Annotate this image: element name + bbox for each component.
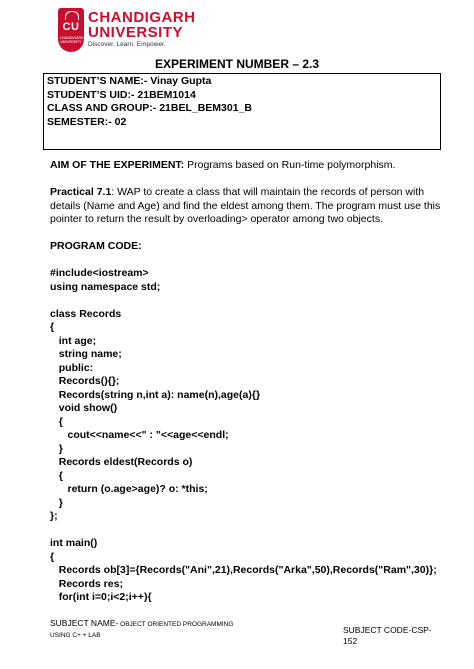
code-line: {: [50, 550, 55, 563]
code-block: [50, 267, 450, 605]
document-body: [50, 159, 450, 605]
experiment-title: EXPERIMENT NUMBER – 2.3: [154, 57, 320, 71]
footer-subject: [50, 618, 233, 641]
student-uid: STUDENT’S UID:- 21BEM1014: [47, 88, 196, 101]
program-code-heading: PROGRAM CODE:: [50, 240, 142, 252]
student-name: STUDENT’S NAME:- Vinay Gupta: [47, 75, 212, 87]
practical-paragraph: [50, 186, 450, 227]
subject-label: SUBJECT NAME-: [50, 618, 119, 628]
code-line: cout<<name<<" : "<<age<<endl;: [50, 429, 229, 441]
crest-subtext: CHANDIGARH UNIVERSITY: [60, 36, 84, 44]
code-line: {: [50, 469, 63, 482]
code-line: {: [50, 321, 55, 333]
aim-paragraph: [50, 159, 450, 173]
code-line: void show(): [50, 402, 118, 414]
code-line: {: [50, 415, 63, 428]
logo-line-1: CHANDIGARH: [88, 9, 196, 26]
student-info-box: [43, 73, 441, 150]
practical-text: : WAP to create a class that will maintain the records of person with details (Name and Age) and find the eldest among them. The program must use this pointer to return the result by overloading> operator among two objects.: [50, 186, 441, 225]
code-line: string name;: [50, 348, 122, 360]
aim-text: Programs based on Run-time polymorphism.: [184, 159, 396, 171]
logo-tagline: Discover. Learn. Empower.: [88, 41, 166, 48]
logo-line-2: UNIVERSITY: [88, 24, 184, 41]
code-line: }: [50, 496, 63, 509]
university-crest-icon: [58, 8, 84, 52]
code-line: for(int i=0;i<2;i++){: [50, 591, 152, 603]
code-line: Records(string n,int a): name(n),age(a){}: [50, 388, 261, 401]
aim-label: AIM OF THE EXPERIMENT:: [50, 159, 185, 171]
semester: SEMESTER:- 02: [47, 115, 127, 128]
code-line: }: [50, 442, 63, 455]
subject-code-line-2: 152: [343, 636, 358, 646]
code-line: int age;: [50, 334, 97, 347]
subject-name: OBJECT ORIENTED PROGRAMMING: [118, 621, 234, 628]
code-line: Records ob[3]={Records("Ani",21),Records("Arka",50),Records("Ram",30)};: [50, 564, 437, 576]
practical-label: Practical 7.1: [50, 186, 112, 198]
code-line: public:: [50, 361, 94, 374]
code-line: Records res;: [50, 577, 123, 590]
code-line: [50, 524, 450, 538]
subject-sub: USING C+ + LAB: [50, 632, 101, 639]
crest-text: CU: [62, 21, 80, 33]
code-line: #include<iostream>: [50, 267, 149, 279]
code-line: [50, 294, 450, 308]
footer-subject-code: [343, 625, 432, 647]
university-logo: [58, 8, 218, 52]
code-line: int main(): [50, 537, 98, 549]
code-line: class Records: [50, 307, 122, 320]
code-line: Records eldest(Records o): [50, 456, 193, 468]
code-line: using namespace std;: [50, 280, 161, 293]
code-line: return (o.age>age)? o: *this;: [50, 483, 208, 495]
code-line: };: [50, 510, 58, 522]
crest-ring: [65, 11, 79, 20]
subject-code-line-1: SUBJECT CODE-CSP-: [343, 625, 432, 635]
code-line: Records(){};: [50, 375, 120, 387]
class-group: CLASS AND GROUP:- 21BEL_BEM301_B: [47, 102, 252, 114]
